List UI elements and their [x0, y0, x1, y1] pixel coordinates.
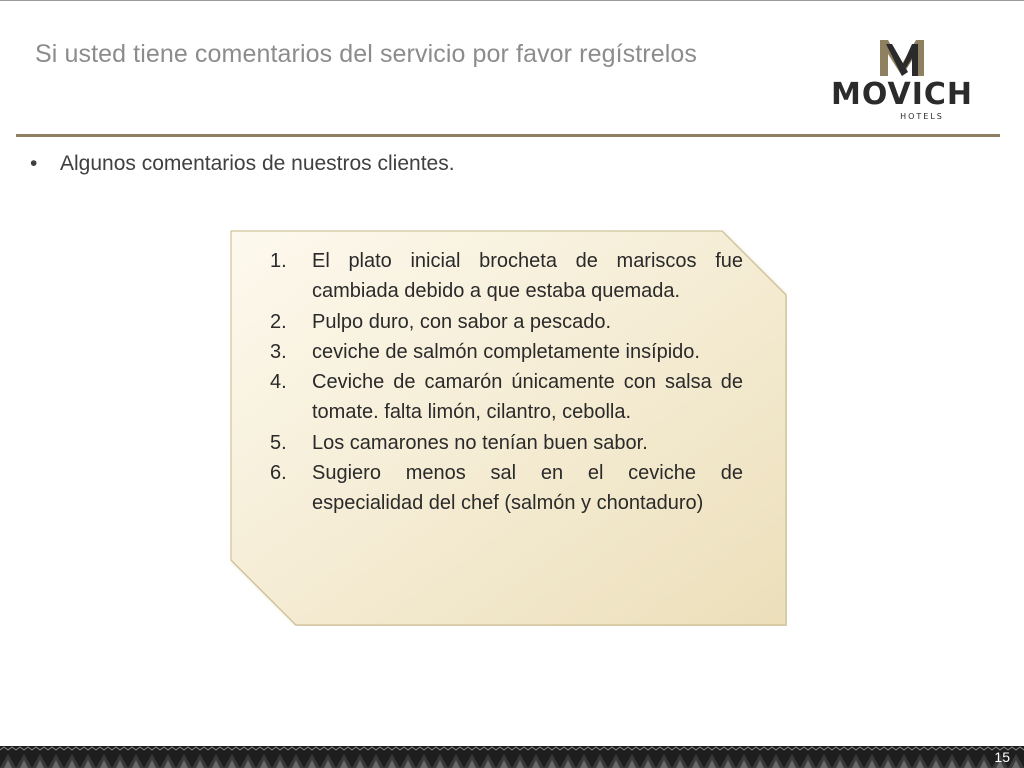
bullet-text: Algunos comentarios de nuestros clientes.: [60, 152, 455, 175]
footer-pattern-band: [0, 746, 1024, 768]
top-border-line: [0, 0, 1024, 1]
comment-text: Pulpo duro, con sabor a pescado.: [312, 310, 612, 333]
comment-text: ceviche de salmón completamente insípido.: [312, 340, 700, 363]
header-divider: [16, 134, 1000, 137]
comment-text: El plato inicial brocheta de mariscos fue cambiada debido a que estaba quemada.: [312, 250, 743, 303]
footer-zigzag-pattern: [0, 746, 1024, 768]
bullet-dot-icon: •: [30, 152, 38, 175]
comment-item: [270, 367, 743, 428]
slide-title: Si usted tiene comentarios del servicio por favor regístrelos: [35, 40, 697, 68]
comment-number: 1.: [270, 250, 287, 272]
comment-item: [270, 458, 743, 519]
comments-list: [270, 246, 743, 519]
comment-item: [270, 307, 743, 337]
movich-m-logo-icon: [818, 38, 986, 80]
comment-item: [270, 246, 743, 307]
comment-text: Los camarones no tenían buen sabor.: [312, 431, 648, 454]
logo-subtitle: HOTELS: [900, 112, 944, 121]
page-number: 15: [994, 749, 1010, 765]
movich-logo: [818, 38, 986, 122]
comment-item: [270, 337, 743, 367]
logo-wordmark: MOVICH: [830, 77, 974, 112]
comment-number: 5.: [270, 431, 287, 454]
comments-note-card: [230, 230, 787, 626]
comment-item: [270, 428, 743, 458]
bullet-item: [30, 152, 455, 176]
comment-number: 3.: [270, 340, 287, 363]
comment-number: 6.: [270, 462, 287, 485]
comment-text: Ceviche de camarón únicamente con salsa de tomate. falta limón, cilantro, cebolla.: [312, 371, 743, 424]
comment-number: 4.: [270, 371, 287, 394]
comment-text: Sugiero menos sal en el ceviche de especialidad del chef (salmón y chontaduro): [312, 462, 743, 515]
comment-number: 2.: [270, 310, 287, 333]
